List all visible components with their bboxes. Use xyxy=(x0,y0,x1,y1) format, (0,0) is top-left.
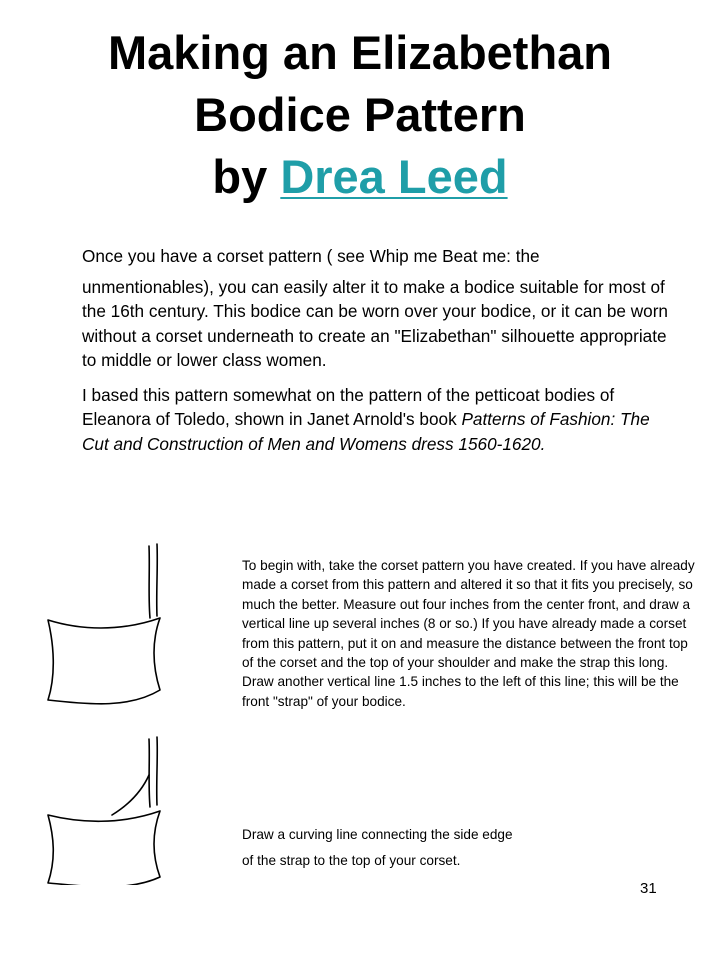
curving-line xyxy=(112,775,149,815)
strap-line-left xyxy=(149,739,150,807)
title-line-1: Making an Elizabethan xyxy=(107,26,613,79)
page-number: 31 xyxy=(640,880,657,897)
page-title xyxy=(0,22,720,208)
step-2-line-2: of the strap to the top of your corset. xyxy=(242,853,461,868)
strap-line-left xyxy=(149,546,150,618)
intro-paragraph-1 xyxy=(82,244,672,373)
step-2-instructions xyxy=(242,822,702,874)
figure-corset-straps xyxy=(40,540,190,730)
intro-paragraph-2-text: I based this pattern somewhat on the pattern of the petticoat bodies of Eleanora of Toledo, shown in Janet Arnold's book xyxy=(82,384,615,429)
strap-line-right xyxy=(157,544,158,616)
step-1-instructions: To begin with, take the corset pattern you have created. If you have already made a corset from this pattern and altered it so that it fits you precisely, so much the better. Measure out four inches from the center front, and draw a vertical line up several inches (8 or so.) If you have already made a corset from this pattern, put it on and measure the distance between the front top of the corset and the top of your shoulder and make the strap this long. Draw another vertical line 1.5 inches to the left of this line; this will be the front "strap" of your bodice. xyxy=(242,558,695,709)
title-by: by xyxy=(212,150,281,203)
step-2-line-1: Draw a curving line connecting the side edge xyxy=(242,827,513,842)
figure-corset-curve xyxy=(40,735,190,885)
book-title: Patterns of Fashion: The Cut and Construction of Men and Womens dress 1560-1620. xyxy=(82,409,650,454)
corset-outline xyxy=(48,811,160,885)
intro-paragraph-2 xyxy=(82,383,672,457)
title-line-2: Bodice Pattern xyxy=(194,88,526,141)
strap-line-right xyxy=(157,737,158,805)
intro-paragraph-1-rest: unmentionables), you can easily alter it to make a bodice suitable for most of the 16th century. This bodice can be worn over your bodice, or it can be worn without a corset underneath to create an "Elizabethan" silhouette appropriate to middle or lower class women. xyxy=(82,276,668,370)
corset-outline xyxy=(48,618,160,704)
intro-paragraph-1-line-1: Once you have a corset pattern ( see Whip me Beat me: the xyxy=(82,246,540,266)
author-link[interactable]: Drea Leed xyxy=(280,150,508,203)
intro-text xyxy=(82,244,672,466)
